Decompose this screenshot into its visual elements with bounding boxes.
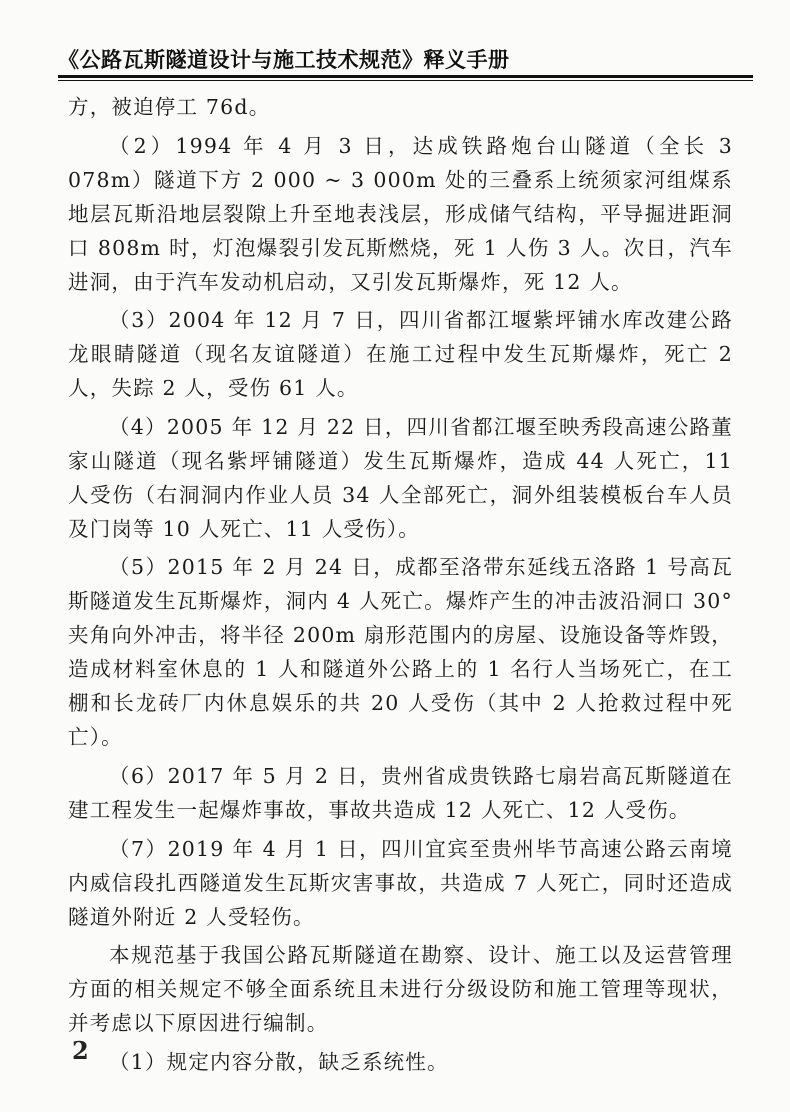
running-header: 《公路瓦斯隧道设计与施工技术规范》释义手册: [58, 48, 510, 72]
paragraph-case-6: （6）2017 年 5 月 2 日，贵州省成贵铁路七扇岩高瓦斯隧道在建工程发生一起爆炸事故，事故共造成 12 人死亡、12 人受伤。: [68, 763, 733, 822]
paragraph-reason-1: （1）规定内容分散，缺乏系统性。: [109, 1049, 449, 1074]
header-rule-thin: [58, 80, 753, 81]
body-text: [68, 90, 733, 1083]
paragraph-continuation: 方，被迫停工 76d。: [68, 95, 271, 119]
header-rule-thick: [58, 75, 753, 78]
paragraph-case-2: （2）1994 年 4 月 3 日，达成铁路炮台山隧道（全长 3 078m）隧道下方 2 000 ~ 3 000m 处的三叠系上统须家河组煤系地层瓦斯沿地层裂隙上升至地表浅层，形成储气结构，平导掘进距洞口 808m 时，灯泡爆裂引发瓦斯燃烧，死 1 人伤 3 人。次日，汽车进洞，由于汽车发动机启动，又引发瓦斯爆炸，死 12 人。: [68, 133, 733, 294]
page-number: 2: [72, 1036, 89, 1065]
paragraph-case-4: （4）2005 年 12 月 22 日，四川省都江堰至映秀段高速公路董家山隧道（现名紫坪铺隧道）发生瓦斯爆炸，造成 44 人死亡，11 人受伤（右洞洞内作业人员 34 人全部死亡，洞外组装模板台车人员及门岗等 10 人死亡、11 人受伤）。: [68, 414, 733, 541]
paragraph-case-5: （5）2015 年 2 月 24 日，成都至洛带东延线五洛路 1 号高瓦斯隧道发生瓦斯爆炸，洞内 4 人死亡。爆炸产生的冲击波沿洞口 30° 夹角向外冲击，将半径 200m 扇形范围内的房屋、设施设备等炸毁，造成材料室休息的 1 人和隧道外公路上的 1 名行人当场死亡，在工棚和长龙砖厂内休息娱乐的共 20 人受伤（其中 2 人抢救过程中死亡）。: [68, 555, 733, 750]
paragraph-case-7: （7）2019 年 4 月 1 日，四川宜宾至贵州毕节高速公路云南境内威信段扎西隧道发生瓦斯灾害事故，共造成 7 人死亡，同时还造成隧道外附近 2 人受轻伤。: [68, 836, 733, 929]
paragraph-summary: 本规范基于我国公路瓦斯隧道在勘察、设计、施工以及运营管理方面的相关规定不够全面系统且未进行分级设防和施工管理等现状，并考虑以下原因进行编制。: [68, 943, 733, 1036]
paragraph-case-3: （3）2004 年 12 月 7 日，四川省都江堰紫坪铺水库改建公路龙眼睛隧道（现名友谊隧道）在施工过程中发生瓦斯爆炸，死亡 2 人，失踪 2 人，受伤 61 人。: [68, 308, 733, 401]
